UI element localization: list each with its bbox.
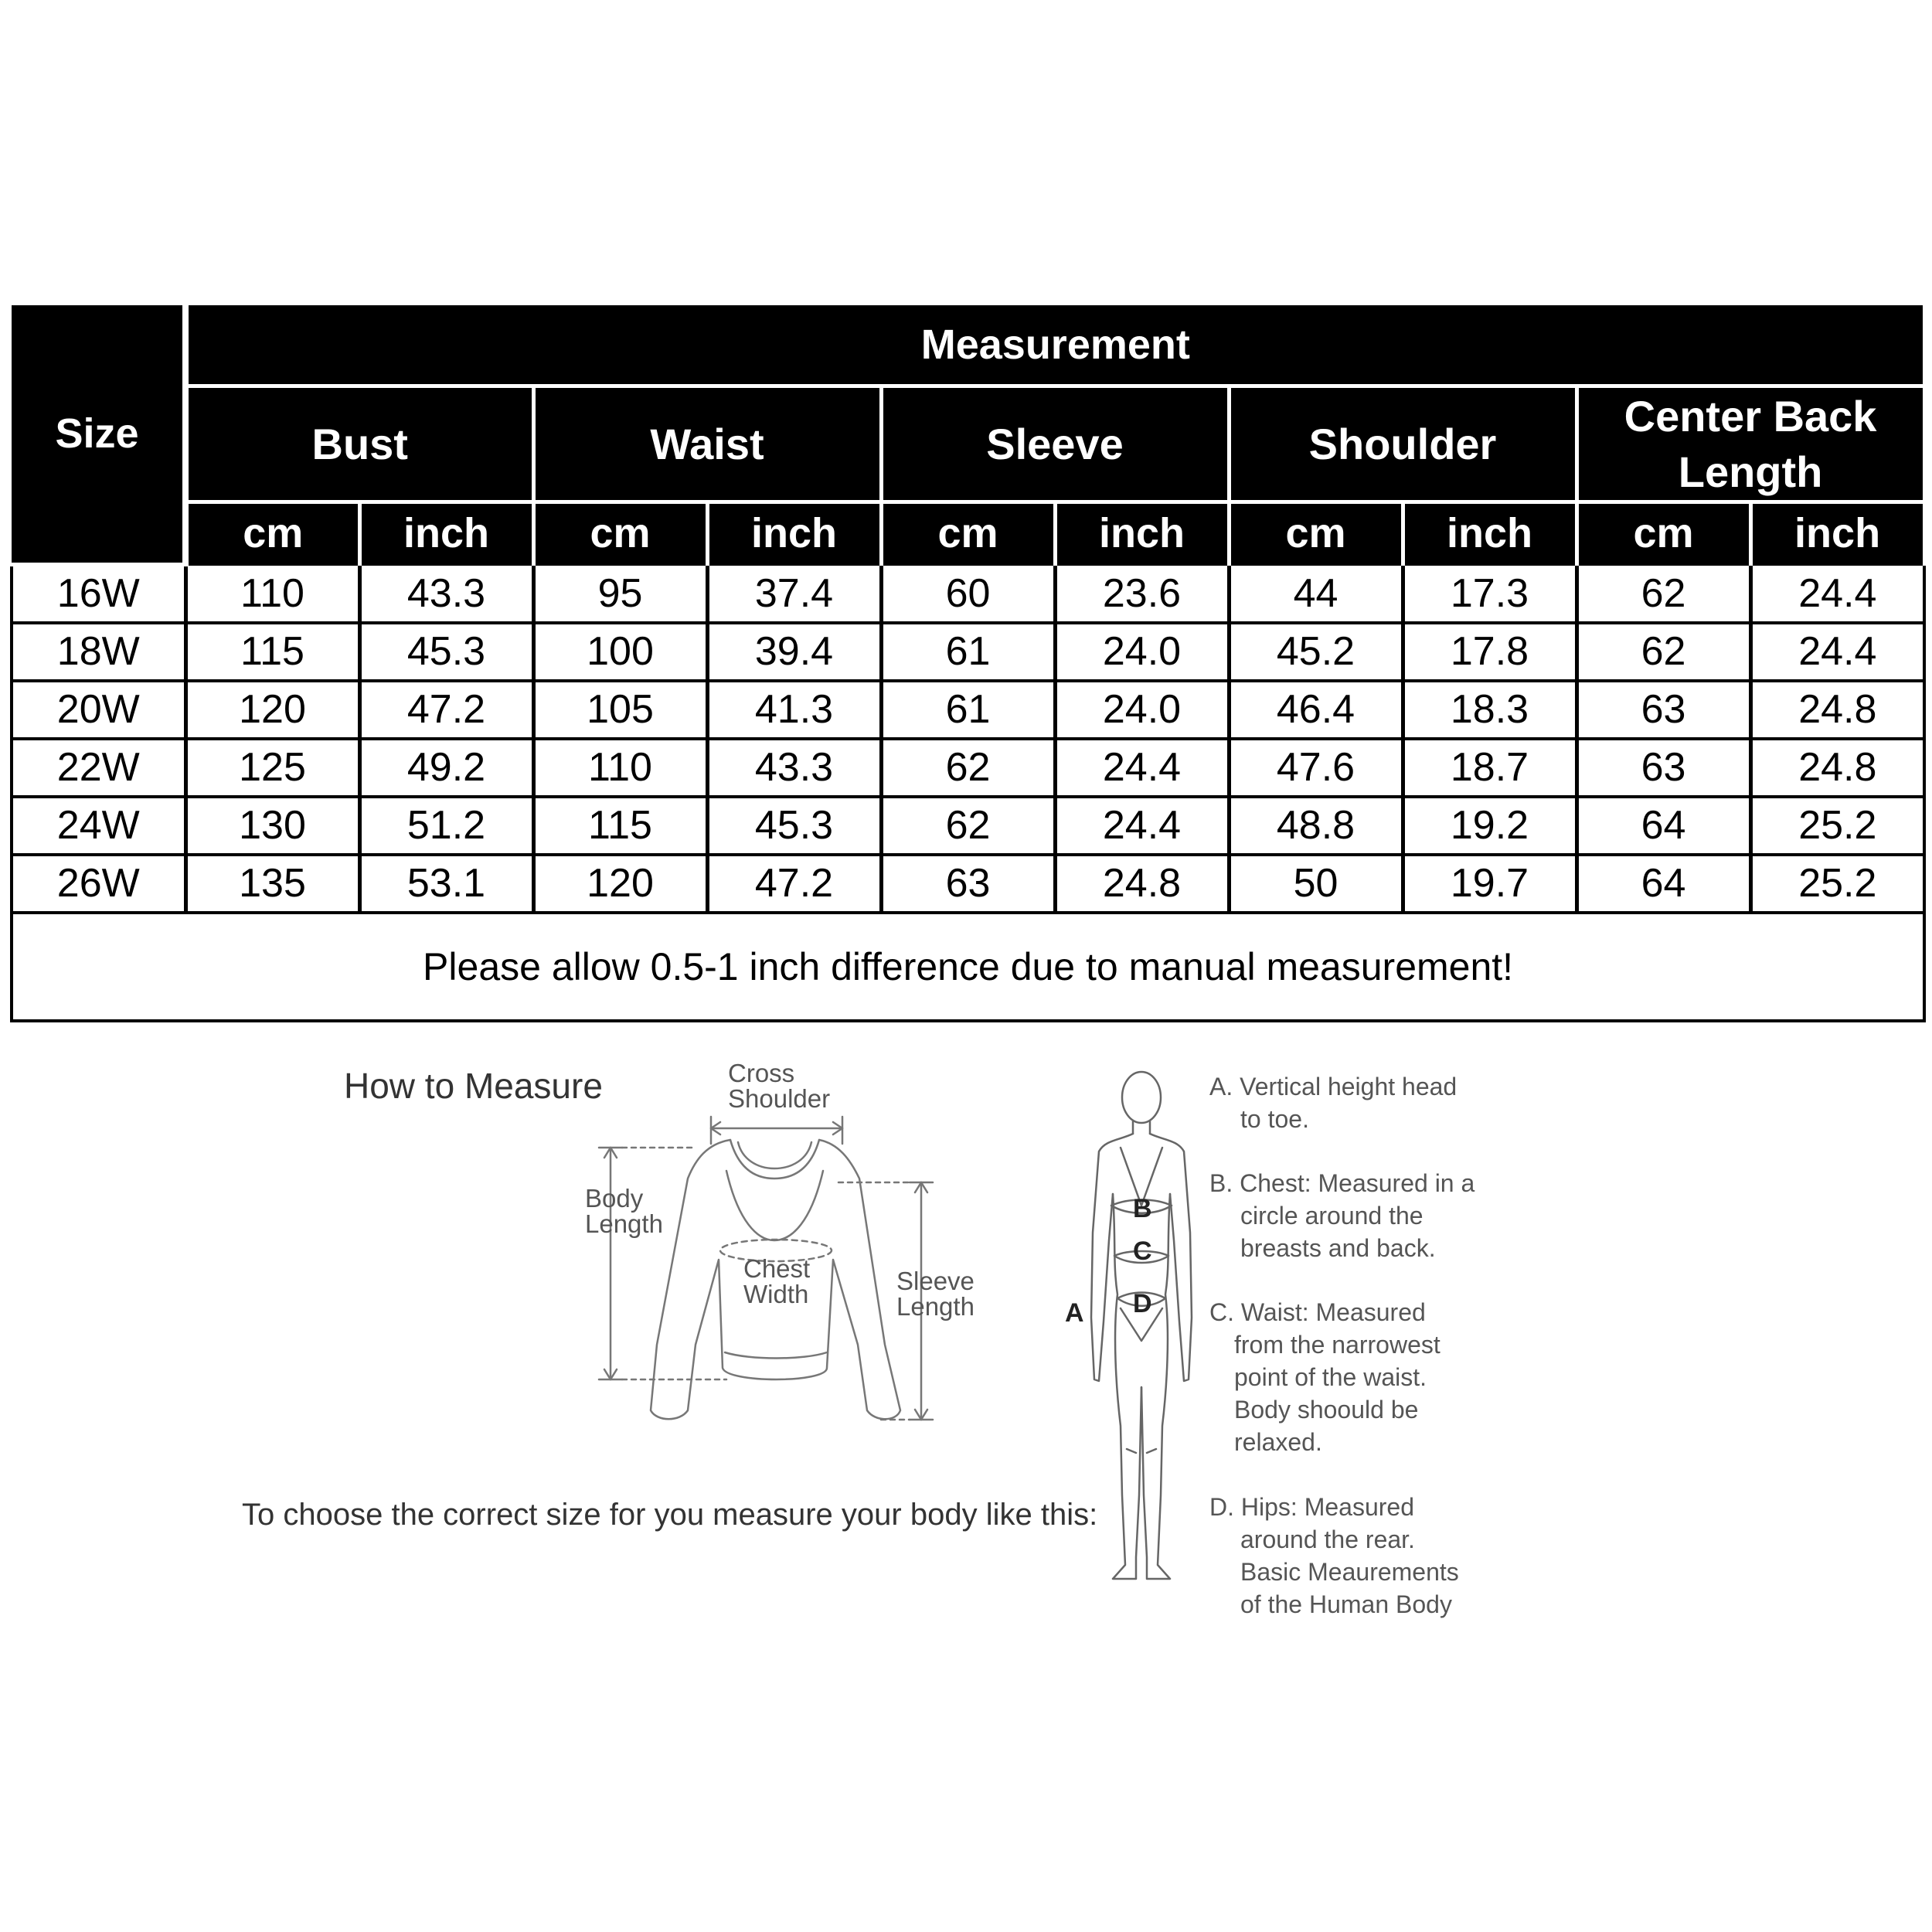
measurement-cell: 110 xyxy=(185,564,359,623)
unit-header: inch xyxy=(1055,502,1229,565)
measurement-cell: 24.4 xyxy=(1750,623,1924,681)
table-row xyxy=(12,564,1924,623)
measurement-cell: 19.2 xyxy=(1403,797,1577,855)
size-cell: 20W xyxy=(12,681,185,739)
measurement-cell: 23.6 xyxy=(1055,564,1229,623)
note-a-height: A. Vertical height head to toe. xyxy=(1209,1073,1458,1133)
sleeve-length-label: Sleeve Length xyxy=(896,1267,975,1321)
table-row xyxy=(12,623,1924,681)
unit-header: inch xyxy=(1403,502,1577,565)
measurement-cell: 125 xyxy=(185,739,359,797)
measurement-cell: 24.4 xyxy=(1055,797,1229,855)
height-marker-a: A xyxy=(1065,1298,1084,1328)
chest-marker-b: B xyxy=(1133,1194,1152,1223)
measurement-header: Measurement xyxy=(185,305,1924,386)
measurement-cell: 120 xyxy=(185,681,359,739)
measurement-cell: 62 xyxy=(1577,564,1750,623)
measurement-cell: 17.8 xyxy=(1403,623,1577,681)
measurement-cell: 47.2 xyxy=(707,855,881,913)
measurement-cell: 60 xyxy=(881,564,1055,623)
measurement-cell: 18.3 xyxy=(1403,681,1577,739)
measurement-cell: 46.4 xyxy=(1229,681,1403,739)
measurement-cell: 39.4 xyxy=(707,623,881,681)
measurement-cell: 115 xyxy=(533,797,707,855)
measurement-cell: 45.3 xyxy=(359,623,533,681)
how-to-measure-title: How to Measure xyxy=(344,1066,603,1106)
measurement-cell: 24.8 xyxy=(1750,681,1924,739)
waist-header: Waist xyxy=(533,386,881,502)
size-cell: 24W xyxy=(12,797,185,855)
measurement-cell: 25.2 xyxy=(1750,797,1924,855)
measurement-cell: 24.8 xyxy=(1055,855,1229,913)
measurement-cell: 47.6 xyxy=(1229,739,1403,797)
measurement-cell: 37.4 xyxy=(707,564,881,623)
center-back-length-header: Center Back Length xyxy=(1577,386,1924,502)
measurement-cell: 115 xyxy=(185,623,359,681)
measurement-cell: 64 xyxy=(1577,797,1750,855)
unit-header: cm xyxy=(1229,502,1403,565)
waist-marker-c: C xyxy=(1133,1236,1152,1266)
note-c-waist: C. Waist: Measured from the narrowest point of the waist. Body shoould be relaxed. xyxy=(1209,1298,1440,1456)
measurement-cell: 41.3 xyxy=(707,681,881,739)
measurement-cell: 45.2 xyxy=(1229,623,1403,681)
measurement-cell: 100 xyxy=(533,623,707,681)
measurement-cell: 18.7 xyxy=(1403,739,1577,797)
size-cell: 18W xyxy=(12,623,185,681)
measurement-cell: 44 xyxy=(1229,564,1403,623)
measurement-cell: 24.0 xyxy=(1055,623,1229,681)
measurement-cell: 53.1 xyxy=(359,855,533,913)
unit-header: cm xyxy=(1577,502,1750,565)
measurement-cell: 120 xyxy=(533,855,707,913)
measurement-cell: 50 xyxy=(1229,855,1403,913)
measurement-cell: 62 xyxy=(881,739,1055,797)
measurement-cell: 62 xyxy=(881,797,1055,855)
measurement-cell: 63 xyxy=(1577,739,1750,797)
measurement-cell: 110 xyxy=(533,739,707,797)
chest-width-label: Chest Width xyxy=(743,1254,811,1308)
bust-header: Bust xyxy=(185,386,533,502)
measurement-cell: 43.3 xyxy=(707,739,881,797)
table-row xyxy=(12,739,1924,797)
size-header: Size xyxy=(12,305,185,564)
sleeve-header: Sleeve xyxy=(881,386,1229,502)
unit-header: cm xyxy=(533,502,707,565)
table-row xyxy=(12,855,1924,913)
measurement-cell: 24.4 xyxy=(1750,564,1924,623)
measurement-cell: 24.4 xyxy=(1055,739,1229,797)
unit-header: inch xyxy=(359,502,533,565)
choose-size-instruction: To choose the correct size for you measure your body like this: xyxy=(242,1498,1098,1532)
measurement-cell: 25.2 xyxy=(1750,855,1924,913)
measurement-cell: 24.0 xyxy=(1055,681,1229,739)
measurement-cell: 48.8 xyxy=(1229,797,1403,855)
measurement-cell: 61 xyxy=(881,681,1055,739)
measurement-cell: 45.3 xyxy=(707,797,881,855)
note-b-chest: B. Chest: Measured in a circle around the breasts and back. xyxy=(1209,1169,1475,1262)
table-row xyxy=(12,681,1924,739)
unit-header: cm xyxy=(185,502,359,565)
measurement-cell: 17.3 xyxy=(1403,564,1577,623)
human-body-diagram xyxy=(1059,1063,1206,1604)
measurement-cell: 130 xyxy=(185,797,359,855)
shoulder-header: Shoulder xyxy=(1229,386,1577,502)
size-rows xyxy=(12,564,1924,913)
measurement-cell: 62 xyxy=(1577,623,1750,681)
size-cell: 22W xyxy=(12,739,185,797)
body-length-label: Body Length xyxy=(585,1184,663,1238)
size-cell: 26W xyxy=(12,855,185,913)
measurement-note: Please allow 0.5-1 inch difference due to manual measurement! xyxy=(12,913,1924,1021)
note-d-hips: D. Hips: Measured around the rear. Basic Meaurements of the Human Body xyxy=(1209,1493,1459,1618)
measurement-cell: 95 xyxy=(533,564,707,623)
measurement-cell: 19.7 xyxy=(1403,855,1577,913)
measurement-cell: 49.2 xyxy=(359,739,533,797)
measurement-cell: 63 xyxy=(1577,681,1750,739)
measurement-cell: 64 xyxy=(1577,855,1750,913)
size-chart-table xyxy=(10,305,1927,1022)
measurement-cell: 105 xyxy=(533,681,707,739)
measurement-cell: 63 xyxy=(881,855,1055,913)
measurement-cell: 61 xyxy=(881,623,1055,681)
size-cell: 16W xyxy=(12,564,185,623)
hips-marker-d: D xyxy=(1133,1289,1152,1318)
measurement-cell: 43.3 xyxy=(359,564,533,623)
table-row xyxy=(12,797,1924,855)
measurement-cell: 51.2 xyxy=(359,797,533,855)
cross-shoulder-label: Cross Shoulder xyxy=(728,1059,831,1113)
unit-header: cm xyxy=(881,502,1055,565)
measurement-cell: 24.8 xyxy=(1750,739,1924,797)
unit-header: inch xyxy=(707,502,881,565)
measurement-cell: 135 xyxy=(185,855,359,913)
unit-header: inch xyxy=(1750,502,1924,565)
measurement-cell: 47.2 xyxy=(359,681,533,739)
